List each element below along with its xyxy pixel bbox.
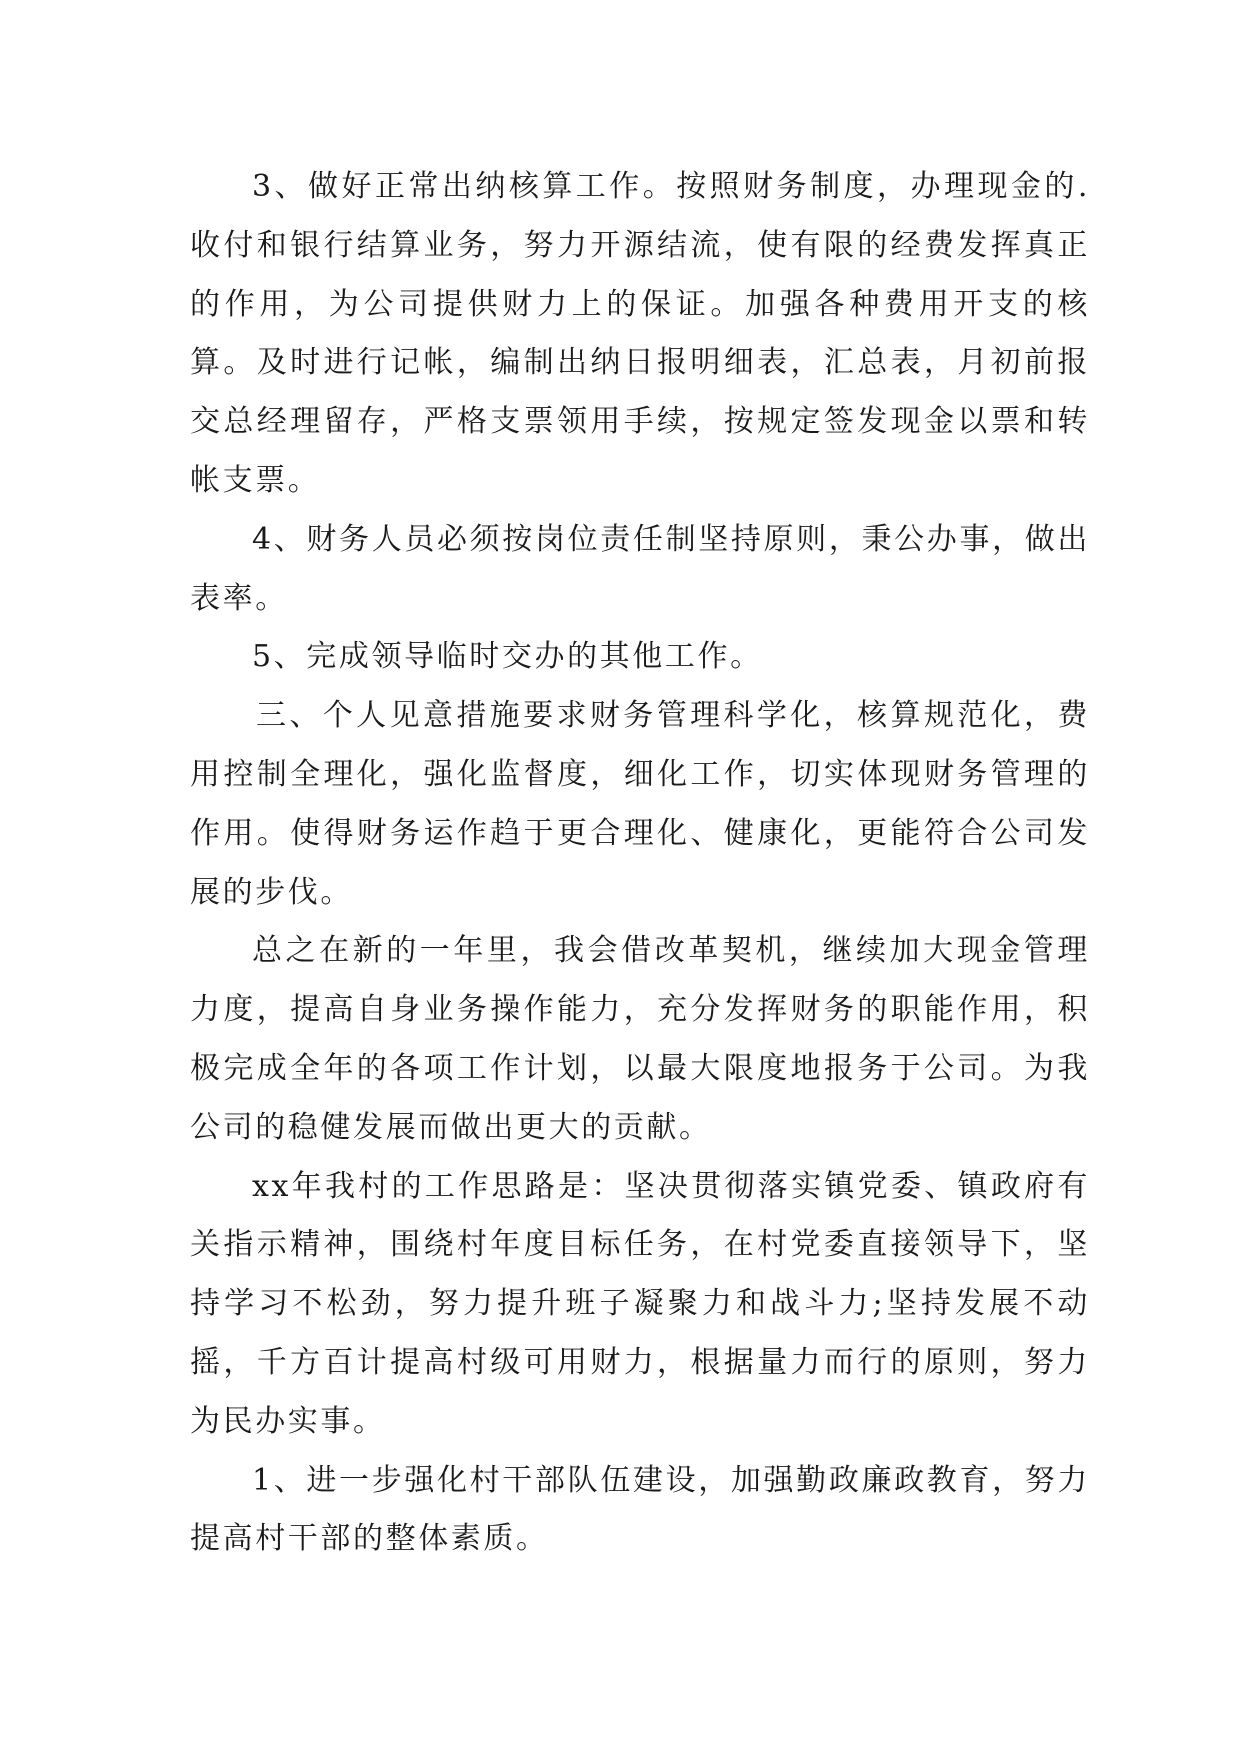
paragraph-staff-principles: 4、财务人员必须按岗位责任制坚持原则，秉公办事，做出表率。 [190,521,1090,616]
paragraph-temporary-tasks: 5、完成领导临时交办的其他工作。 [252,639,763,675]
paragraph-village-work-plan: xx年我村的工作思路是：坚决贯彻落实镇党委、镇政府有关指示精神，围绕村年度目标任务，在村党委直接领导下，坚持学习不松劲，努力提升班子凝聚力和战斗力;坚持发展不动摇，千方百计提高村级可用财力，根据量力而行的原则，努力为民办实事。 [190,1168,1090,1439]
paragraph-summary: 总之在新的一年里，我会借改革契机，继续加大现金管理力度，提高自身业务操作能力，充分发挥财务的职能作用，积极完成全年的各项工作计划，以最大限度地报务于公司。为我公司的稳健发展而做出更大的贡献。 [190,933,1090,1145]
paragraph-personal-suggestions: 三、个人见意措施要求财务管理科学化，核算规范化，费用控制全理化，强化监督度，细化工作，切实体现财务管理的作用。使得财务运作趋于更合理化、健康化，更能符合公司发展的步伐。 [190,698,1090,910]
paragraph-cashier-accounting: 3、做好正常出纳核算工作。按照财务制度，办理现金的.收付和银行结算业务，努力开源结流，使有限的经费发挥真正的作用，为公司提供财力上的保证。加强各种费用开支的核算。及时进行记帐，编制出纳日报明细表，汇总表，月初前报交总经理留存，严格支票领用手续，按规定签发现金以票和转帐支票。 [190,169,1090,498]
document-body [190,158,1090,1569]
paragraph-cadre-building: 1、进一步强化村干部队伍建设，加强勤政廉政教育，努力提高村干部的整体素质。 [190,1462,1090,1557]
